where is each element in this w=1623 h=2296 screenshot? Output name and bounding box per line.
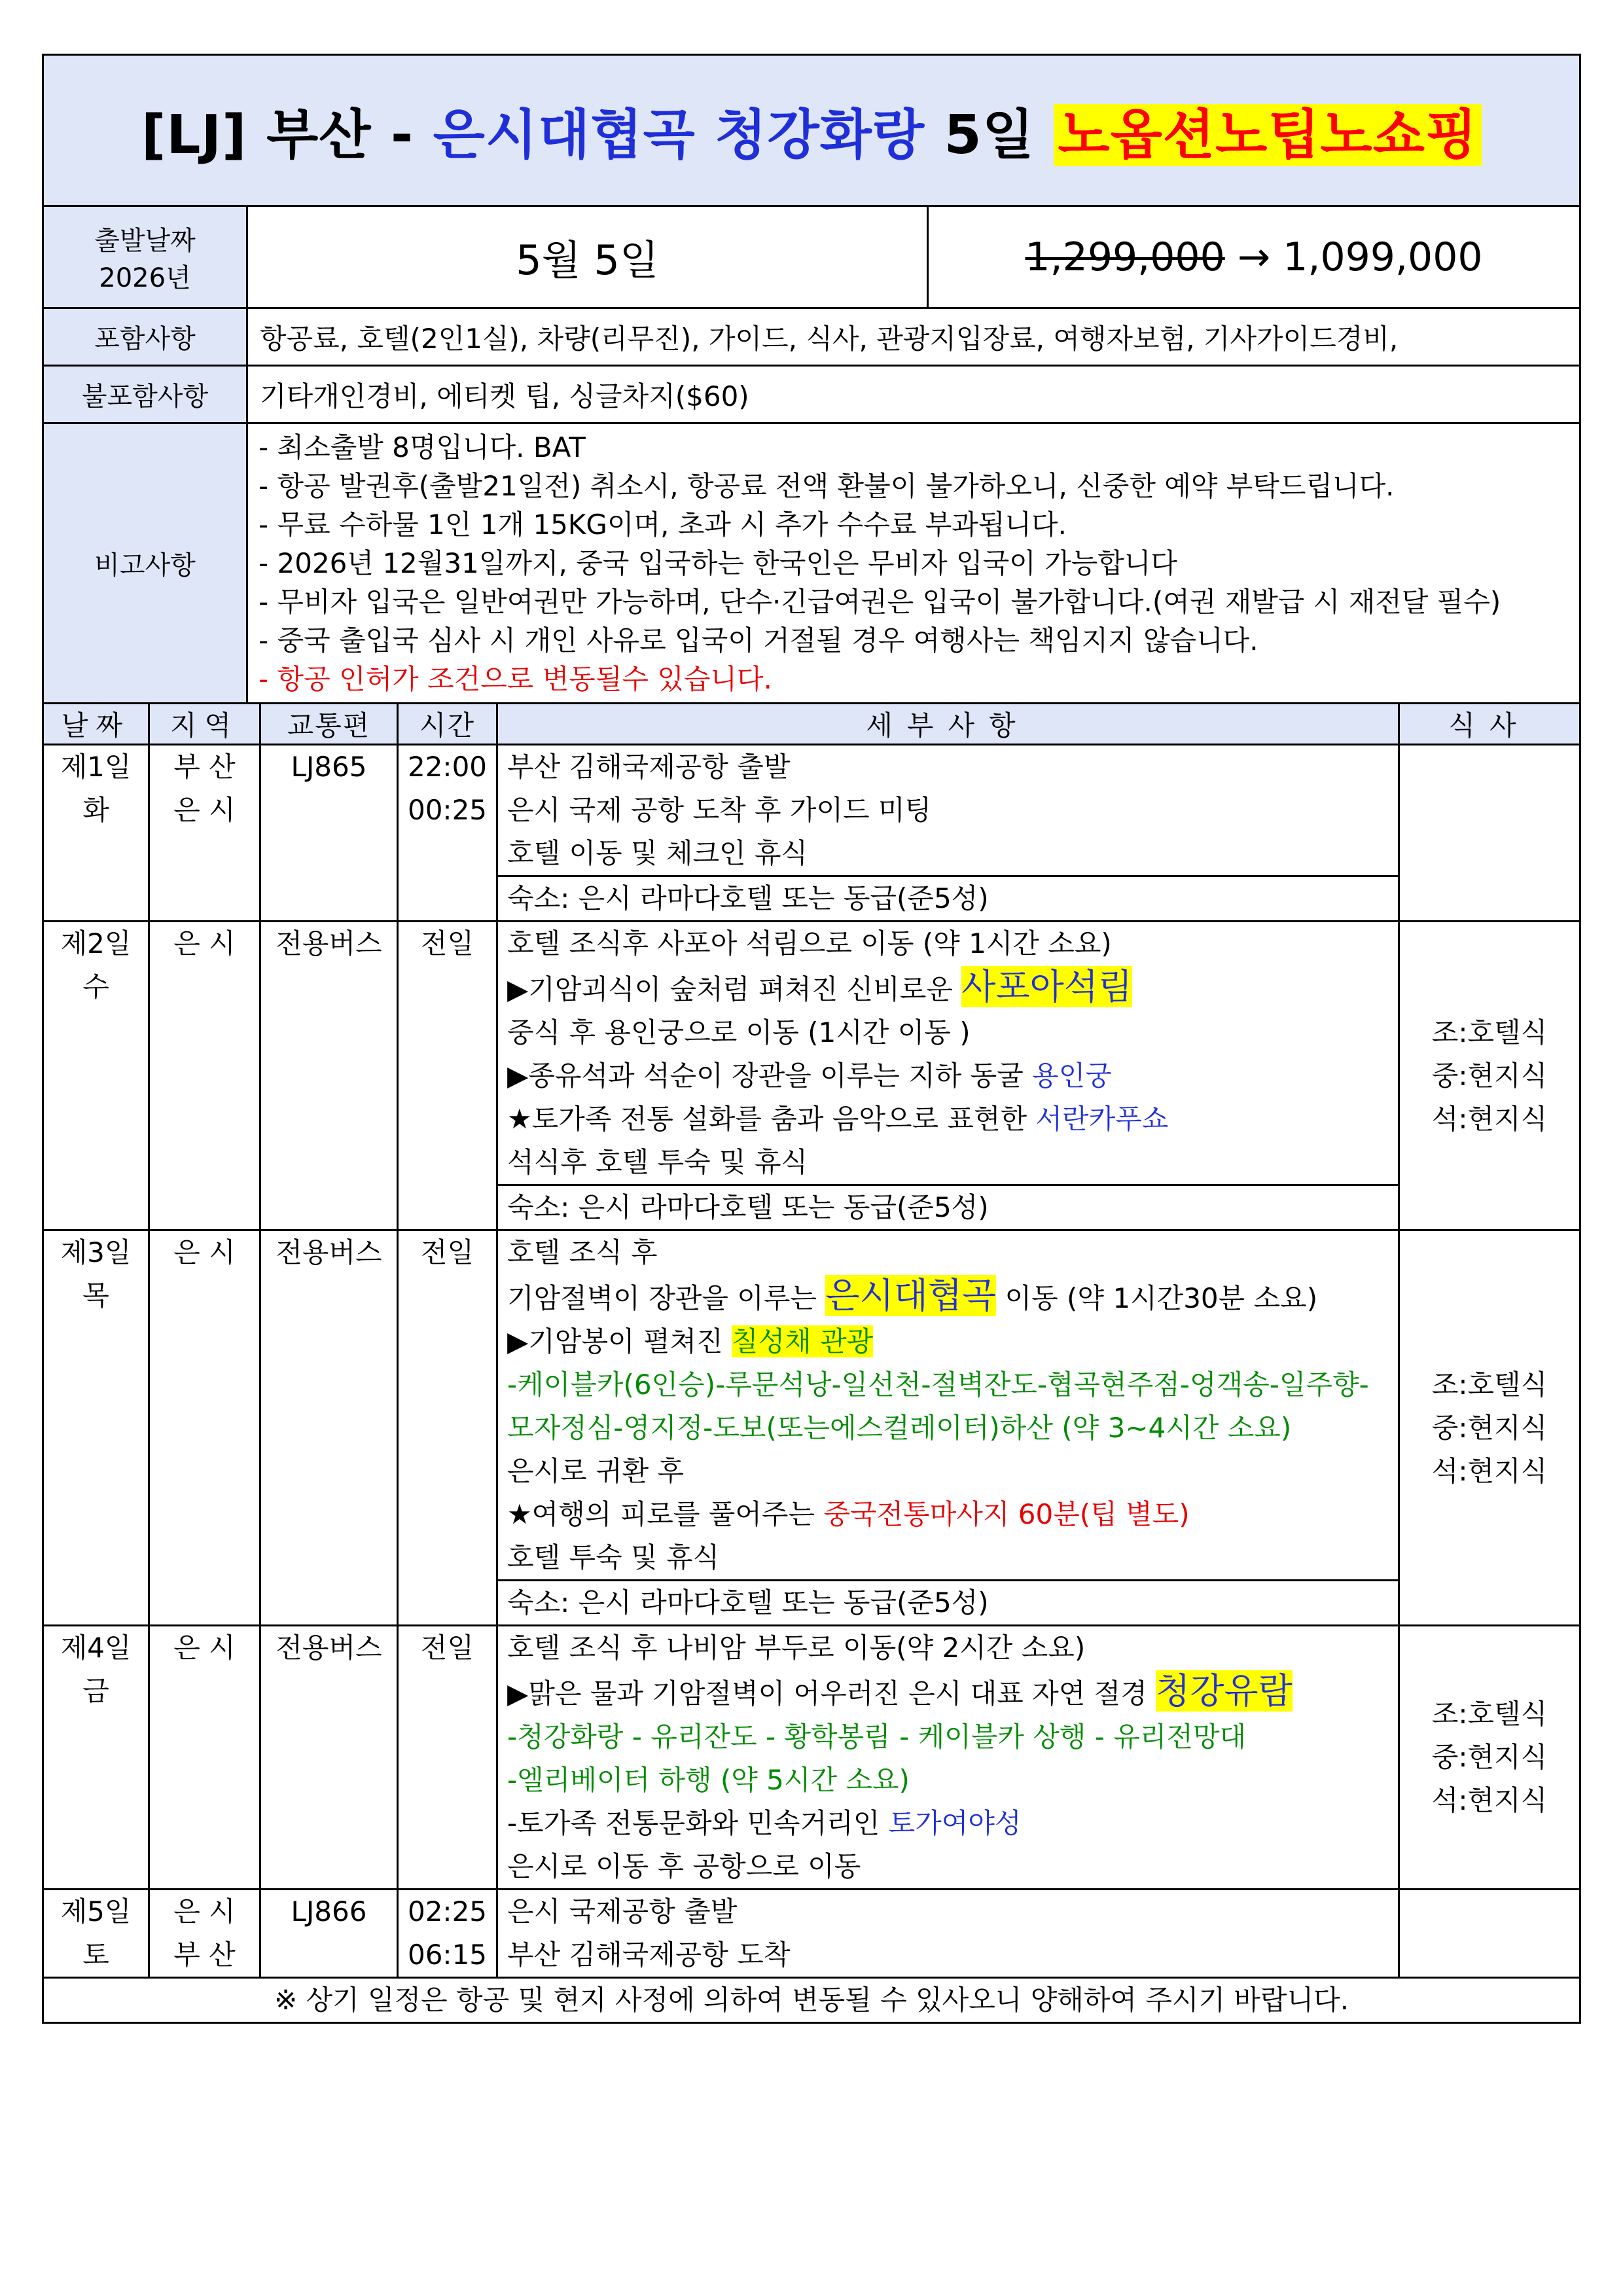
transport-cell: 전용버스 [260,1230,398,1626]
price-new: 1,099,000 [1283,234,1483,280]
meal-cell: 조:호텔식 중:현지식 석:현지식 [1399,1626,1580,1890]
transport-cell: 전용버스 [260,1626,398,1890]
region-cell: 은 시 [149,1626,260,1890]
region-cell: 은 시 [149,1230,260,1626]
remark-item: - 2026년 12월31일까지, 중국 입국하는 한국인은 무비자 입국이 가능합니다 [259,547,1177,579]
col-header-date: 날짜 [43,704,149,745]
region-cell: 은 시 부 산 [149,1890,260,1978]
page-title: [LJ] 부산 - 은시대협곡 청강화랑 5일 노옵션노팁노쇼핑 [43,55,1580,206]
time-cell: 전일 [398,922,497,1230]
price: 1,299,000 → 1,099,000 [928,206,1580,308]
remark-item: - 중국 출입국 심사 시 개인 사유로 입국이 거절될 경우 여행사는 책임지지 않습니다. [259,624,1258,656]
excluded-text: 기타개인경비, 에티켓 팁, 싱글차지($60) [247,366,1580,423]
hotel-info: 숙소: 은시 라마다호텔 또는 동급(준5성) [498,875,1398,920]
detail-cell: 호텔 조식후 사포아 석림으로 이동 (약 1시간 소요) ▶기암괴식이 숲처럼 펴쳐진 신비로운 사포아석림 중식 후 용인궁으로 이동 (1시간 이동 ) ▶종유석과 석순이 장관을 이루는 지하 동굴 용인궁 ★토가족 전통 설화를 춤과 음악으로 표현한 서란카푸쇼 석식후 호텔 투숙 및 휴식 숙소: 은시 라마다호텔 또는 동급(준5성) [497,922,1399,1230]
table-row [43,922,1580,1230]
transport-cell: LJ866 [260,1890,398,1978]
remarks-list [247,423,1580,704]
remark-item: - 무비자 입국은 일반여권만 가능하며, 단수·긴급여권은 입국이 불가합니다.(여권 재발급 시 재전달 필수) [259,586,1501,618]
departure-date: 5월 5일 [247,206,928,308]
hotel-info: 숙소: 은시 라마다호텔 또는 동급(준5성) [498,1184,1398,1229]
detail-cell: 호텔 조식 후 기암절벽이 장관을 이루는 은시대협곡 이동 (약 1시간30분 소요) ▶기암봉이 펼쳐진 칠성채 관광 -케이블카(6인승)-루문석낭-일선천-절벽잔도-협곡현주점-엉객송-일주향- 모자정심-영지정-도보(또는에스컬레이터)하산 (약 3~4시간 소요) 은시로 귀환 후 ★여행의 피로를 풀어주는 중국전통마사지 60분(팁 별도) 호텔 투숙 및 휴식 숙소: 은시 라마다호텔 또는 동급(준5성) [497,1230,1399,1626]
meal-cell: 조:호텔식 중:현지식 석:현지식 [1399,922,1580,1230]
time-cell: 22:00 00:25 [398,745,497,922]
day-cell: 제2일 수 [43,922,149,1230]
transport-cell: LJ865 [260,745,398,922]
region-cell: 부 산 은 시 [149,745,260,922]
remark-item: - 항공 발권후(출발21일전) 취소시, 항공료 전액 환불이 불가하오니, 신중한 예약 부탁드립니다. [259,470,1395,502]
meal-cell [1399,745,1580,922]
meal-cell [1399,1890,1580,1978]
itinerary-document [42,54,1581,2024]
region-cell: 은 시 [149,922,260,1230]
time-cell: 02:25 06:15 [398,1890,497,1978]
remarks-label: 비고사항 [43,423,247,704]
included-text: 항공료, 호텔(2인1실), 차량(리무진), 가이드, 식사, 관광지입장료, 여행자보험, 기사가이드경비, [247,308,1580,366]
included-label: 포함사항 [43,308,247,366]
hotel-info: 숙소: 은시 라마다호텔 또는 동급(준5성) [498,1579,1398,1624]
remark-item: - 최소출발 8명입니다. BAT [259,431,586,463]
footer-note: ※ 상기 일정은 항공 및 현지 사정에 의하여 변동될 수 있사오니 양해하여 주시기 바랍니다. [43,1978,1580,2023]
info-table [42,54,1581,704]
time-cell: 전일 [398,1230,497,1626]
schedule-table [42,702,1581,2024]
departure-label: 출발날짜 2026년 [43,206,247,308]
table-row [43,1890,1580,1978]
day-cell: 제4일 금 [43,1626,149,1890]
day-cell: 제5일 토 [43,1890,149,1978]
col-header-time: 시간 [398,704,497,745]
detail-cell: 부산 김해국제공항 출발 은시 국제 공항 도착 후 가이드 미팅 호텔 이동 및 체크인 휴식 숙소: 은시 라마다호텔 또는 동급(준5성) [497,745,1399,922]
table-row [43,745,1580,922]
col-header-detail: 세부사항 [497,704,1399,745]
remark-item: - 무료 수하물 1인 1개 15KG이며, 초과 시 추가 수수료 부과됩니다. [259,509,1067,541]
remark-item-warning: - 항공 인허가 조건으로 변동될수 있습니다. [259,663,772,695]
day-cell: 제1일 화 [43,745,149,922]
col-header-region: 지역 [149,704,260,745]
col-header-transport: 교통편 [260,704,398,745]
table-row [43,1626,1580,1890]
price-old: 1,299,000 [1025,234,1225,280]
detail-cell: 은시 국제공항 출발 부산 김해국제공항 도착 [497,1890,1399,1978]
table-row [43,1230,1580,1626]
time-cell: 전일 [398,1626,497,1890]
excluded-label: 불포함사항 [43,366,247,423]
meal-cell: 조:호텔식 중:현지식 석:현지식 [1399,1230,1580,1626]
transport-cell: 전용버스 [260,922,398,1230]
col-header-meal: 식사 [1399,704,1580,745]
detail-cell: 호텔 조식 후 나비암 부두로 이동(약 2시간 소요) ▶맑은 물과 기암절벽이 어우러진 은시 대표 자연 절경 청강유람 -청강화랑 - 유리잔도 - 황학봉림 - 케이블카 상행 - 유리전망대 -엘리베이터 하행 (약 5시간 소요) -토가족 전통문화와 민속거리인 토가여야성 은시로 이동 후 공항으로 이동 [497,1626,1399,1890]
day-cell: 제3일 목 [43,1230,149,1626]
